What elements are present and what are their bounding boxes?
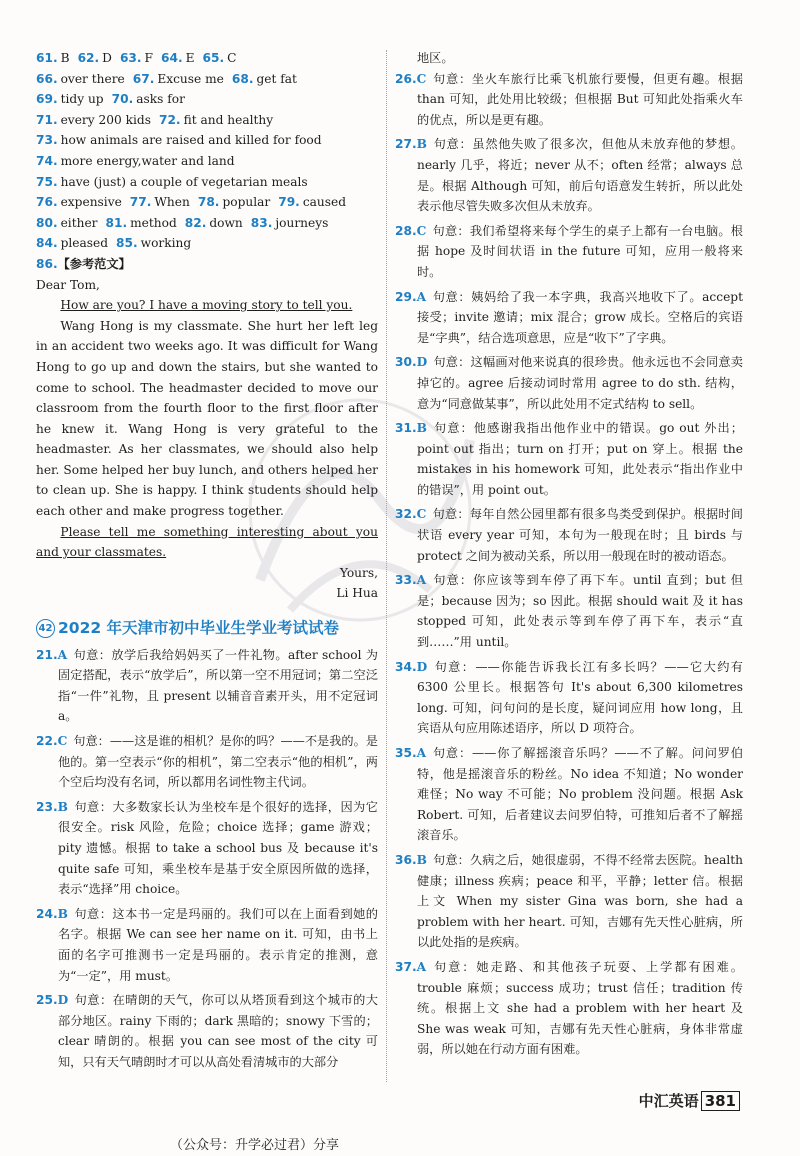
question-explanation: 句意：这本书一定是玛丽的。我们可以在上面看到她的名字。根据 We can see her name on it. 可知，由书上面的名字可推测书一定是玛丽的。表示肯定的推测，意为“一定”，用 must。 (58, 906, 378, 983)
question-number: 23. (36, 799, 58, 814)
question-item (395, 221, 743, 283)
question-answer: A (416, 746, 427, 760)
answer-value: popular (222, 195, 271, 210)
question-explanation: 句意：放学后我给妈妈买了一件礼物。after school 为固定搭配，表示“放学后”，所以第一空不用冠词；第二空泛指“一件”礼物，且 present 以辅音音素开头，用不定冠词 a。 (58, 647, 378, 724)
answer-number: 82. (184, 215, 207, 230)
question-explanation: 句意：坐火车旅行比乘飞机旅行要慢，但更有趣。根据 than 可知，此处用比较级；但根据 But 可知此处指乘火车的优点，所以是更有趣。 (417, 71, 743, 127)
question-answer: C (57, 734, 68, 748)
question-item (36, 731, 378, 793)
answer-row (36, 151, 378, 172)
question-item (395, 287, 743, 349)
footer-label: 中汇英语 (638, 1092, 699, 1110)
answer-row (36, 69, 378, 90)
answer-value: D (102, 51, 112, 65)
question-explanation: 句意：——这是谁的相机？是你的吗？——不是我的。是他的。第一空表示“你的相机”，第二空表示“他的相机”，两个空后均没有名词，所以都用名词性物主代词。 (58, 734, 378, 790)
question-answer: B (57, 799, 68, 814)
question-answer: A (57, 647, 68, 662)
question-number: 35. (395, 746, 417, 760)
answer-value: B (60, 51, 70, 65)
answer-value: caused (302, 195, 347, 210)
answer-value: F (144, 51, 153, 65)
answer-value: Excuse me (157, 71, 224, 86)
continuation-text: 地区。 (417, 51, 454, 65)
answer-number: 78. (197, 195, 220, 210)
question-answer: C (416, 223, 427, 238)
essay-closing: Please tell me something interesting about you and your classmates. (36, 524, 378, 560)
question-answer: A (416, 959, 427, 974)
question-number: 25. (36, 993, 58, 1008)
question-answer: B (416, 421, 427, 436)
answer-number: 64. (161, 51, 183, 65)
question-number: 31. (395, 421, 417, 436)
question-answer: D (416, 355, 428, 370)
question-number: 34. (395, 659, 417, 674)
essay-opening: How are you? I have a moving story to tell you. (60, 298, 353, 313)
question-explanation: 句意：虽然他失败了很多次，但他从未放弃他的梦想。nearly 几乎，将近；never 从不；often 经常；always 总是。根据 Although 可知，前后句语意发生转折，所以此处表示他尽管失败多次但从未放弃。 (417, 137, 743, 214)
page-number: 381 (701, 1091, 740, 1111)
question-explanation: 句意：你应该等到车停了再下车。until 直到；but 但是；because 因为；so 因此。根据 should wait 及 it has stopped 可知，此处表示等到车停了再下车，表示“直到……”用 until。 (417, 573, 743, 650)
answer-row (36, 172, 378, 193)
question-answer: A (416, 573, 427, 588)
question-explanation: 句意：她走路、和其他孩子玩耍、上学都有困难。trouble 麻烦；success 成功；trust 信任；tradition 传统。根据上文 she had a problem with her heart 及 She was weak 可知，吉娜有先天性心脏病，身体非常虚弱，所以她在行动方面有困难。 (417, 959, 743, 1057)
answer-value: have (just) a couple of vegetarian meals (60, 174, 308, 189)
question-item (36, 797, 378, 900)
answer-number: 69. (36, 92, 58, 107)
answer-number: 70. (111, 92, 134, 107)
question-number: 37. (395, 959, 417, 974)
answer-number: 84. (36, 236, 58, 251)
question-number: 36. (395, 852, 417, 867)
answer-value: C (227, 51, 237, 65)
answer-number: 71. (36, 112, 58, 127)
answer-number: 75. (36, 174, 58, 189)
question-answer: B (416, 137, 427, 152)
answer-number: 61. (36, 51, 58, 65)
essay-sign-yours: Yours, (339, 565, 378, 580)
question-item (395, 850, 743, 953)
question-item (395, 352, 743, 414)
answer-value: method (130, 215, 177, 230)
question-answer: B (57, 906, 68, 921)
question-item (395, 504, 743, 566)
essay-number: 86. (36, 256, 58, 271)
answer-number: 81. (105, 215, 128, 230)
question-answer: C (416, 71, 427, 86)
page-footer (639, 1090, 740, 1111)
question-number: 21. (36, 647, 58, 662)
answer-value: get fat (256, 71, 297, 86)
answer-value: When (154, 195, 190, 210)
answer-number: 74. (36, 153, 58, 168)
answer-number: 73. (36, 133, 58, 148)
question-item (395, 570, 743, 652)
answer-value: asks for (136, 92, 185, 107)
question-number: 22. (36, 734, 58, 748)
left-column (36, 48, 378, 1077)
answer-row (36, 130, 378, 151)
answer-value: expensive (60, 195, 122, 210)
answer-list (36, 48, 378, 254)
essay-greeting: Dear Tom, (36, 277, 100, 292)
question-explanation: 句意：每年自然公园里都有很多鸟类受到保护。根据时间状语 every year 可知，本句为一般现在时；且 birds 与 protect 之间为被动关系，所以用一般现在时的被动语态。 (417, 507, 743, 563)
answer-number: 66. (36, 71, 58, 86)
question-explanation: 句意：他感谢我指出他作业中的错误。go out 外出；point out 指出；turn on 打开；put on 穿上。根据 the mistakes in his homework 可知，此处表示“指出作业中的错误”，用 point out。 (417, 421, 743, 497)
answer-value: E (185, 51, 195, 65)
question-number: 26. (395, 71, 417, 86)
question-answer: C (416, 507, 427, 522)
question-item (395, 657, 743, 739)
question-explanation: 句意：大多数家长认为坐校车是个很好的选择，因为它很安全。risk 风险，危险；choice 选择；game 游戏；pity 遗憾。根据 to take a school bus 及 because it's quite safe 可知，乘坐校车是基于安全原因所做的选择，表示“选择”用 choice。 (58, 799, 378, 897)
question-item (395, 418, 743, 500)
question-explanation: 句意：在晴朗的天气，你可以从塔顶看到这个城市的大部分地区。rainy 下雨的；dark 黑暗的；snowy 下雪的；clear 晴朗的。根据 you can see most of the city 可知，只有天气晴朗时才可以从高处看清城市的大部分 (58, 993, 378, 1069)
answer-row (36, 48, 378, 69)
question-explanation: 句意：久病之后，她很虚弱，不得不经常去医院。health 健康；illness 疾病；peace 和平，平静；letter 信。根据上文 When my sister Gina was born, she had a problem with her heart. 可知，吉娜有先天性心脏病，所以此处指的是疾病。 (417, 852, 743, 950)
question-item (395, 957, 743, 1060)
answer-value: either (60, 215, 98, 230)
question-number: 24. (36, 906, 58, 921)
answer-number: 72. (158, 112, 181, 127)
section-title (36, 618, 378, 639)
question-answer: D (416, 659, 428, 674)
left-question-list (36, 645, 378, 1073)
essay-body: Wang Hong is my classmate. She hurt her left leg in an accident two weeks ago. It was difficult for Wang Hong to go up and down the stairs, but she wanted to come to school. The headmaster decided to move our classroom from the fourth floor to the first floor after he knew it. Wang Hong is very grateful to the headmaster. As her classmates, we should also help her. Some helped her buy lunch, and others helped her to clean up. She is happy. I think students should help each other and make progress together. (36, 318, 378, 519)
share-note: （公众号：升学必过君）分享 (170, 1138, 340, 1153)
question-answer: D (57, 993, 69, 1008)
answer-value: every 200 kids (60, 112, 151, 127)
answer-row (36, 233, 378, 254)
answer-value: journeys (275, 215, 329, 230)
question-number: 33. (395, 573, 417, 588)
question-explanation: 句意：——你能告诉我长江有多长吗？——它大约有 6300 公里长。根据答句 It's about 6,300 kilometres long. 可知，问句问的是长度，疑问词应用 how long，且宾语从句应用陈述语序，所以 D 项符合。 (417, 659, 743, 736)
answer-number: 68. (231, 71, 254, 86)
answer-value: over there (60, 71, 125, 86)
answer-number: 76. (36, 195, 58, 210)
section-badge: 42 (36, 619, 55, 638)
question-explanation: 句意：姨妈给了我一本字典，我高兴地收下了。accept 接受；invite 邀请；mix 混合；grow 成长。空格后的宾语是“字典”，结合选项意思，应是“收下”了字典。 (417, 289, 743, 345)
essay-sign-name: Li Hua (336, 586, 378, 601)
answer-value: tidy up (60, 92, 104, 107)
column-divider (386, 50, 387, 1082)
question-number: 32. (395, 507, 417, 522)
answer-number: 67. (132, 71, 155, 86)
question-answer: A (416, 289, 427, 304)
essay-label-text: 【参考范文】 (57, 256, 131, 271)
question-item (395, 743, 743, 846)
answer-number: 62. (77, 51, 100, 65)
question-number: 27. (395, 137, 417, 152)
answer-number: 83. (250, 215, 273, 230)
answer-number: 65. (202, 51, 225, 65)
answer-value: how animals are raised and killed for food (60, 133, 322, 148)
question-explanation: 句意：这幅画对他来说真的很珍贵。他永远也不会同意卖掉它的。agree 后接动词时常用 agree to do sth. 结构，意为“同意做某事”，所以此处用不定式结构 to sell。 (417, 355, 743, 411)
question-item (36, 904, 378, 986)
answer-number: 79. (278, 195, 300, 210)
question-number: 30. (395, 355, 417, 370)
answer-value: working (140, 236, 192, 251)
right-question-list (395, 69, 743, 1060)
question-item (36, 645, 378, 727)
section-title-text: 2022 年天津市初中毕业生学业考试试卷 (58, 619, 340, 638)
essay-label (36, 254, 378, 275)
question-explanation: 句意：——你了解摇滚音乐吗？——不了解。问问罗伯特，他是摇滚音乐的粉丝。No idea 不知道；No wonder 难怪；No way 不可能；No problem 没问题。根据 Ask Robert. 可知，后者建议去问罗伯特，可推知后者不了解摇滚音乐。 (417, 746, 743, 843)
answer-number: 80. (36, 215, 58, 230)
question-item (36, 990, 378, 1072)
answer-number: 85. (116, 236, 138, 251)
question-item (395, 69, 743, 131)
answer-row (36, 192, 378, 213)
answer-row (36, 110, 378, 131)
right-column (395, 48, 743, 1064)
question-number: 29. (395, 289, 417, 304)
answer-row (36, 213, 378, 234)
answer-number: 77. (129, 195, 152, 210)
question-answer: B (416, 852, 427, 867)
question-number: 28. (395, 223, 417, 238)
question-explanation: 句意：我们希望将来每个学生的桌子上都有一台电脑。根据 hope 及时间状语 in the future 可知，应用一般将来时。 (417, 223, 743, 279)
answer-value: down (209, 215, 243, 230)
answer-value: fit and healthy (183, 112, 274, 127)
question-item (395, 134, 743, 216)
answer-number: 63. (119, 51, 142, 65)
answer-value: pleased (60, 236, 109, 251)
answer-value: more energy,water and land (60, 153, 235, 168)
answer-row (36, 89, 378, 110)
